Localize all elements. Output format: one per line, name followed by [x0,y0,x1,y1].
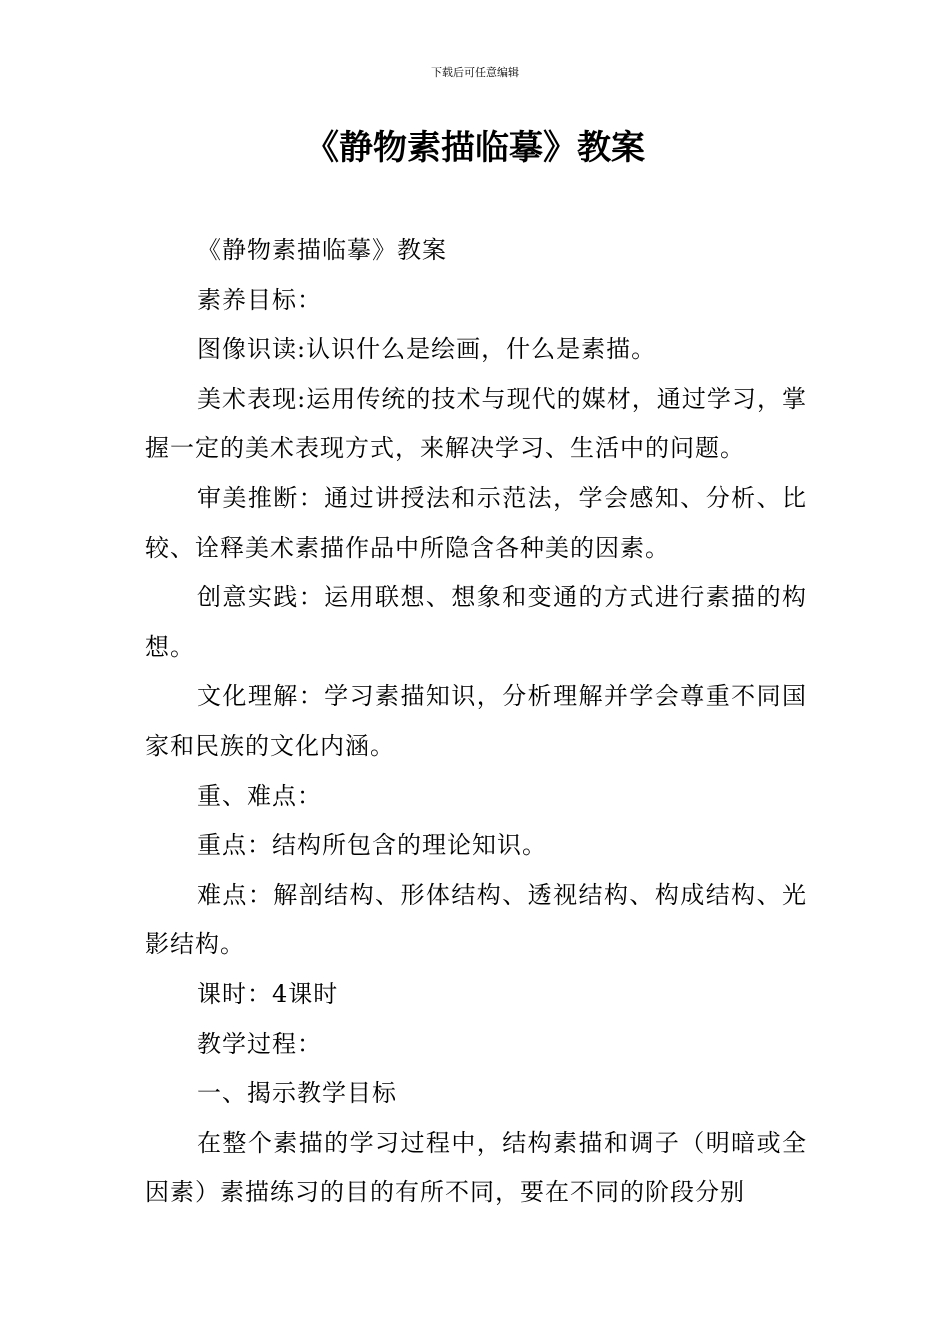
paragraph-process-heading: 教学过程： [197,1029,322,1058]
paragraph-section-one-body: 在整个素描的学习过程中，结构素描和调子（明暗或全因素）素描练习的目的有所不同，要在不同的阶段分别 [145,1128,807,1207]
paragraph-key-points: 重点：结构所包含的理论知识。 [197,831,547,860]
paragraph-key-difficult-heading: 重、难点： [197,781,322,810]
paragraph-cultural-understanding: 文化理解：学习素描知识，分析理解并学会尊重不同国家和民族的文化内涵。 [145,682,807,760]
paragraph-difficult-points: 难点：解剖结构、形体结构、透视结构、构成结构、光影结构。 [145,880,807,959]
paragraph-creative-practice: 创意实践：运用联想、想象和变通的方式进行素描的构想。 [145,583,807,661]
document-title: 《静物素描临摹》教案 [305,128,645,168]
paragraph-subtitle: 《静物素描临摹》教案 [197,236,447,264]
paragraph-aesthetic-judgment: 审美推断：通过讲授法和示范法，学会感知、分析、比较、诠释美术素描作品中所隐含各种美的因素。 [145,483,807,562]
paragraph-art-expression: 美术表现:运用传统的技术与现代的媒材，通过学习，掌握一定的美术表现方式，来解决学习、生活中的问题。 [145,384,807,463]
paragraph-objectives-heading: 素养目标： [197,285,322,314]
header-note: 下载后可任意编辑 [431,66,519,79]
paragraph-section-one-heading: 一、揭示教学目标 [197,1079,397,1108]
paragraph-image-reading: 图像识读:认识什么是绘画，什么是素描。 [197,335,657,364]
document-body [145,226,807,1218]
paragraph-class-hours: 课时：4课时 [197,979,339,1008]
